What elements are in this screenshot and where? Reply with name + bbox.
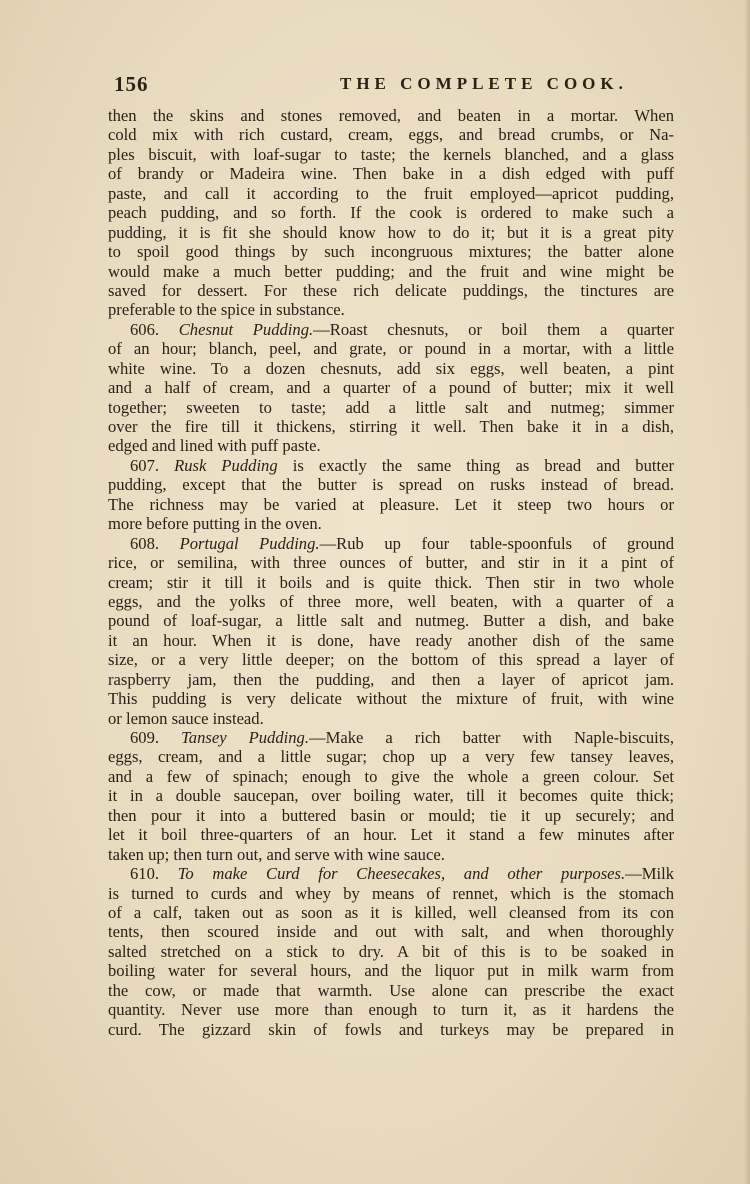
line-text: then pour it into a buttered basin or mould; tie it up securely; and [108, 805, 674, 825]
line-text: rice, or semilina, with three ounces of butter, and stir in it a pint of [108, 553, 674, 573]
text-line [108, 747, 674, 766]
line-text: more before putting in the oven. [108, 514, 322, 534]
recipe-number: 608. [130, 533, 180, 553]
text-line [108, 806, 674, 825]
recipe-number: 606. [130, 319, 179, 339]
text-line [108, 534, 674, 553]
text-line [108, 106, 674, 125]
line-text: of an hour; blanch, peel, and grate, or pound in a mortar, with a little [108, 339, 674, 359]
line-text: curd. The gizzard skin of fowls and turkeys may be prepared in [108, 1019, 674, 1039]
line-text: of a calf, taken out as soon as it is killed, well cleansed from its con [108, 902, 674, 922]
page-number: 156 [114, 72, 149, 96]
text-line [108, 884, 674, 903]
text-line [108, 436, 674, 455]
line-text: eggs, cream, and a little sugar; chop up a very few tansey leaves, [108, 747, 674, 767]
line-text: to spoil good things by such incongruous mixtures; the batter alone [108, 242, 674, 262]
line-text: pudding, except that the butter is spread on rusks instead of bread. [108, 475, 674, 495]
text-line [108, 922, 674, 941]
line-text: of brandy or Madeira wine. Then bake in a dish edged with puff [108, 164, 674, 184]
text-line [108, 164, 674, 183]
line-text: —Make a rich batter with Naple-biscuits, [308, 728, 674, 747]
text-line [108, 203, 674, 222]
text-line [108, 825, 674, 844]
text-line [108, 456, 674, 475]
line-text: size, or a very little deeper; on the bottom of this spread a layer of [108, 650, 674, 670]
line-text: edged and lined with puff paste. [108, 436, 321, 456]
line-text: the cow, or made that warmth. Use alone can prescribe the exact [108, 980, 674, 1000]
line-text: This pudding is very delicate without the mixture of fruit, with wine [108, 689, 674, 709]
line-text: eggs, and the yolks of three more, well beaten, with a quarter of a [108, 591, 674, 611]
page-header [108, 72, 674, 98]
recipe-title: To make Curd for Cheesecakes, and other purposes. [177, 864, 626, 884]
line-text: —Milk [625, 864, 674, 884]
text-line [108, 359, 674, 378]
text-line [108, 242, 674, 261]
text-line [108, 495, 674, 514]
text-line [108, 262, 674, 281]
text-line [108, 475, 674, 494]
text-line [108, 514, 674, 533]
line-text: boiling water for several hours, and the liquor put in milk warm from [108, 961, 674, 981]
line-text: peach pudding, and so forth. If the cook is ordered to make such a [108, 203, 674, 223]
running-title: THE COMPLETE COOK. [340, 74, 628, 93]
text-line [108, 223, 674, 242]
text-line [108, 417, 674, 436]
line-text: salted stretched on a stick to dry. A bit of this is to be soaked in [108, 941, 674, 961]
text-line [108, 300, 674, 319]
line-text: let it boil three-quarters of an hour. Let it stand a few minutes after [108, 825, 674, 845]
line-text: preferable to the spice in substance. [108, 300, 345, 320]
text-line [108, 942, 674, 961]
line-text: it an hour. When it is done, have ready another dish of the same [108, 630, 674, 650]
line-text: paste, and call it according to the fruit employed—apricot pudding, [108, 183, 674, 203]
text-line [108, 378, 674, 397]
text-line [108, 1020, 674, 1039]
text-line [108, 981, 674, 1000]
text-line [108, 320, 674, 339]
text-line [108, 553, 674, 572]
line-text: and a few of spinach; enough to give the whole a green colour. Set [108, 766, 674, 786]
line-text: quantity. Never use more than enough to turn it, as it hardens the [108, 1000, 674, 1020]
text-line [108, 709, 674, 728]
line-text: pound of loaf-sugar, a little salt and nutmeg. Butter a dish, and bake [108, 611, 674, 631]
line-text: cream; stir it till it boils and is quite thick. Then stir in two whole [108, 572, 674, 592]
text-line [108, 689, 674, 708]
text-line [108, 1000, 674, 1019]
recipe-number: 610. [130, 864, 178, 884]
line-text: saved for dessert. For these rich delicate puddings, the tinctures are [108, 280, 674, 300]
line-text: pudding, it is fit she should know how to do it; but it is a great pity [108, 222, 674, 242]
line-text: would make a much better pudding; and the fruit and wine might be [108, 261, 674, 281]
text-line [108, 631, 674, 650]
line-text: is turned to curds and whey by means of rennet, which is the stomach [108, 883, 674, 903]
text-line [108, 573, 674, 592]
text-line [108, 786, 674, 805]
line-text: or lemon sauce instead. [108, 708, 264, 728]
recipe-title: Tansey Pudding. [181, 728, 309, 747]
text-line [108, 281, 674, 300]
line-text: white wine. To a dozen chesnuts, add six eggs, well beaten, a pint [108, 358, 674, 378]
text-line [108, 184, 674, 203]
line-text: then the skins and stones removed, and beaten in a mortar. When [108, 106, 674, 125]
text-line [108, 145, 674, 164]
line-text: tents, then scoured inside and out with salt, and when thoroughly [108, 922, 674, 942]
text-line [108, 611, 674, 630]
text-line [108, 864, 674, 883]
text-line [108, 670, 674, 689]
line-text: ples biscuit, with loaf-sugar to taste; the kernels blanched, and a glass [108, 144, 674, 164]
recipe-number: 609. [130, 728, 182, 747]
text-line [108, 398, 674, 417]
line-text: —Roast chesnuts, or boil them a quarter [313, 319, 674, 339]
text-line [108, 845, 674, 864]
line-text: it in a double saucepan, over boiling water, till it becomes quite thick; [108, 786, 674, 806]
text-line [108, 903, 674, 922]
text-line [108, 592, 674, 611]
line-text: raspberry jam, then the pudding, and then a layer of apricot jam. [108, 669, 674, 689]
line-text: is exactly the same thing as bread and butter [277, 455, 674, 475]
recipe-number: 607. [130, 455, 175, 475]
text-line [108, 961, 674, 980]
line-text: cold mix with rich custard, cream, eggs, and bread crumbs, or Na- [108, 125, 674, 145]
recipe-title: Rusk Pudding [174, 455, 278, 475]
text-line [108, 728, 674, 747]
text-line [108, 339, 674, 358]
text-line [108, 125, 674, 144]
line-text: over the fire till it thickens, stirring it well. Then bake it in a dish, [108, 417, 674, 436]
text-line [108, 650, 674, 669]
recipe-title: Portugal Pudding. [179, 533, 320, 553]
line-text: together; sweeten to taste; add a little salt and nutmeg; simmer [108, 397, 674, 417]
body-text [108, 106, 674, 1039]
line-text: —Rub up four table-spoonfuls of ground [319, 533, 674, 553]
line-text: The richness may be varied at pleasure. Let it steep two hours or [108, 494, 674, 514]
line-text: and a half of cream, and a quarter of a pound of butter; mix it well [108, 378, 674, 398]
text-line [108, 767, 674, 786]
recipe-title: Chesnut Pudding. [178, 319, 314, 339]
line-text: taken up; then turn out, and serve with wine sauce. [108, 844, 445, 864]
